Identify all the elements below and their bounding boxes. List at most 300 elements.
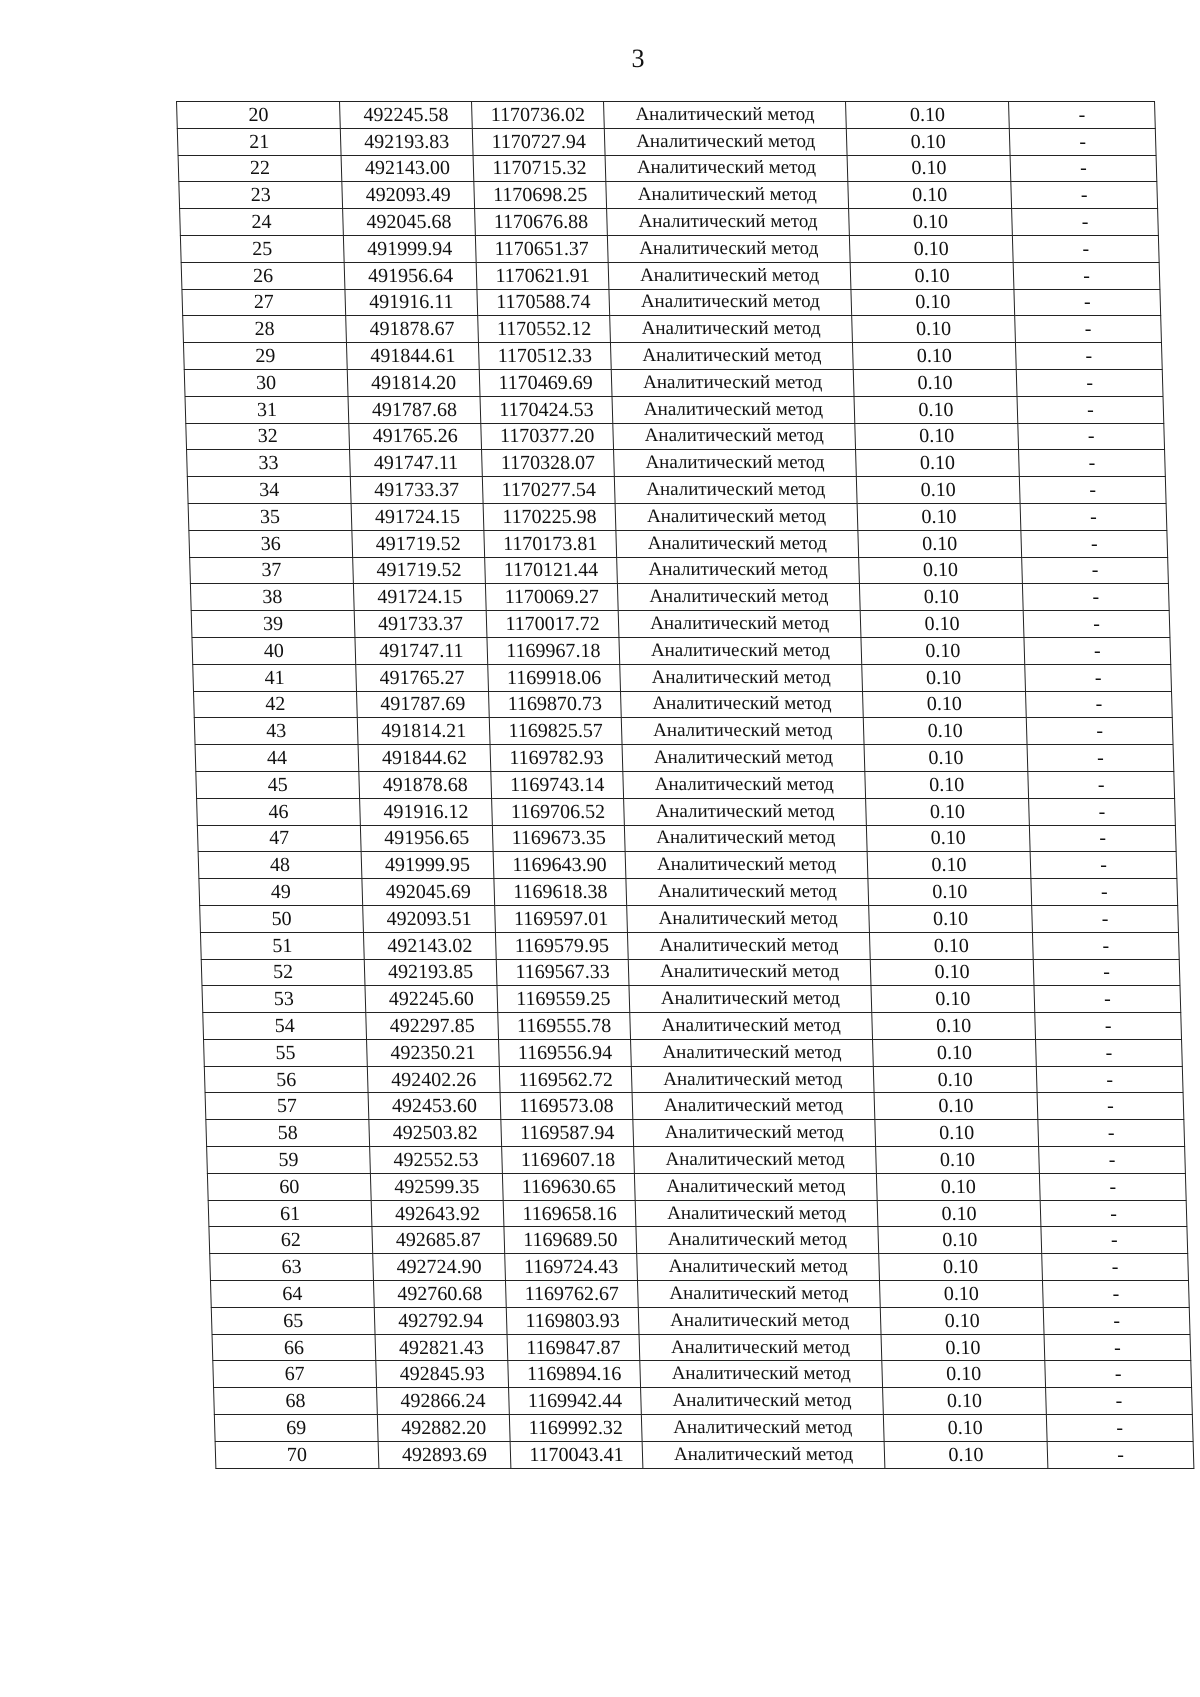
- x-coordinate-cell: 491765.26: [349, 423, 482, 450]
- point-number-cell: 38: [190, 584, 354, 611]
- point-number-cell: 52: [201, 959, 365, 986]
- x-coordinate-cell: 492245.58: [340, 102, 473, 129]
- y-coordinate-cell: 1170698.25: [474, 182, 607, 209]
- accuracy-cell: 0.10: [880, 1307, 1044, 1334]
- y-coordinate-cell: 1169894.16: [508, 1361, 641, 1388]
- description-cell: -: [1018, 423, 1165, 450]
- table-row: [193, 691, 1172, 718]
- y-coordinate-cell: 1169706.52: [492, 798, 625, 825]
- table-row: [215, 1441, 1194, 1468]
- point-number-cell: 43: [194, 718, 358, 745]
- table-row: [192, 637, 1171, 664]
- method-cell: Аналитический метод: [619, 637, 862, 664]
- method-cell: Аналитический метод: [639, 1334, 882, 1361]
- table-row: [180, 235, 1159, 262]
- x-coordinate-cell: 491814.20: [347, 369, 480, 396]
- x-coordinate-cell: 492760.68: [373, 1281, 506, 1308]
- accuracy-cell: 0.10: [881, 1334, 1045, 1361]
- method-cell: Аналитический метод: [608, 262, 851, 289]
- point-number-cell: 29: [183, 343, 347, 370]
- x-coordinate-cell: 492297.85: [366, 1013, 499, 1040]
- x-coordinate-cell: 491956.65: [360, 825, 493, 852]
- accuracy-cell: 0.10: [879, 1281, 1043, 1308]
- y-coordinate-cell: 1169762.67: [505, 1281, 638, 1308]
- description-cell: -: [1036, 1039, 1183, 1066]
- y-coordinate-cell: 1170469.69: [479, 369, 612, 396]
- point-number-cell: 63: [210, 1254, 374, 1281]
- x-coordinate-cell: 491733.37: [354, 611, 487, 638]
- y-coordinate-cell: 1169643.90: [493, 852, 626, 879]
- accuracy-cell: 0.10: [872, 1013, 1036, 1040]
- y-coordinate-cell: 1170069.27: [485, 584, 618, 611]
- method-cell: Аналитический метод: [611, 369, 854, 396]
- method-cell: Аналитический метод: [624, 798, 867, 825]
- method-cell: Аналитический метод: [635, 1200, 878, 1227]
- method-cell: Аналитический метод: [606, 182, 849, 209]
- table-row: [202, 986, 1181, 1013]
- method-cell: Аналитический метод: [628, 959, 871, 986]
- point-number-cell: 23: [179, 182, 343, 209]
- x-coordinate-cell: 491916.12: [360, 798, 493, 825]
- accuracy-cell: 0.10: [849, 209, 1013, 236]
- method-cell: Аналитический метод: [633, 1120, 876, 1147]
- y-coordinate-cell: 1170328.07: [482, 450, 615, 477]
- point-number-cell: 69: [214, 1415, 378, 1442]
- table-row: [214, 1415, 1193, 1442]
- x-coordinate-cell: 491747.11: [355, 637, 488, 664]
- point-number-cell: 40: [192, 637, 356, 664]
- table-row: [207, 1147, 1186, 1174]
- method-cell: Аналитический метод: [607, 209, 850, 236]
- x-coordinate-cell: 492552.53: [370, 1147, 503, 1174]
- point-number-cell: 64: [210, 1281, 374, 1308]
- point-number-cell: 39: [191, 611, 355, 638]
- point-number-cell: 30: [184, 369, 348, 396]
- point-number-cell: 27: [182, 289, 346, 316]
- y-coordinate-cell: 1170736.02: [472, 102, 605, 129]
- x-coordinate-cell: 492503.82: [369, 1120, 502, 1147]
- accuracy-cell: 0.10: [864, 745, 1028, 772]
- point-number-cell: 59: [207, 1147, 371, 1174]
- accuracy-cell: 0.10: [859, 557, 1023, 584]
- accuracy-cell: 0.10: [869, 905, 1033, 932]
- y-coordinate-cell: 1170173.81: [484, 530, 617, 557]
- description-cell: -: [1039, 1173, 1186, 1200]
- table-row: [183, 343, 1162, 370]
- table-row: [213, 1361, 1192, 1388]
- point-number-cell: 61: [208, 1200, 372, 1227]
- accuracy-cell: 0.10: [848, 182, 1012, 209]
- point-number-cell: 46: [197, 798, 361, 825]
- table-row: [214, 1388, 1193, 1415]
- y-coordinate-cell: 1169918.06: [488, 664, 621, 691]
- x-coordinate-cell: 491999.94: [343, 235, 476, 262]
- method-cell: Аналитический метод: [641, 1388, 884, 1415]
- accuracy-cell: 0.10: [866, 825, 1030, 852]
- x-coordinate-cell: 492599.35: [370, 1173, 503, 1200]
- point-number-cell: 54: [203, 1013, 367, 1040]
- y-coordinate-cell: 1170424.53: [480, 396, 613, 423]
- accuracy-cell: 0.10: [861, 637, 1025, 664]
- x-coordinate-cell: 491733.37: [350, 477, 483, 504]
- point-number-cell: 45: [196, 771, 360, 798]
- accuracy-cell: 0.10: [852, 316, 1016, 343]
- description-cell: -: [1012, 235, 1159, 262]
- accuracy-cell: 0.10: [876, 1173, 1040, 1200]
- y-coordinate-cell: 1169597.01: [495, 905, 628, 932]
- accuracy-cell: 0.10: [879, 1254, 1043, 1281]
- x-coordinate-cell: 491878.68: [359, 771, 492, 798]
- table-row: [203, 1013, 1182, 1040]
- y-coordinate-cell: 1170512.33: [478, 343, 611, 370]
- point-number-cell: 21: [177, 128, 341, 155]
- point-number-cell: 20: [177, 102, 341, 129]
- x-coordinate-cell: 492845.93: [376, 1361, 509, 1388]
- x-coordinate-cell: 492821.43: [375, 1334, 508, 1361]
- y-coordinate-cell: 1169618.38: [494, 879, 627, 906]
- y-coordinate-cell: 1169658.16: [503, 1200, 636, 1227]
- accuracy-cell: 0.10: [867, 852, 1031, 879]
- y-coordinate-cell: 1169967.18: [487, 637, 620, 664]
- method-cell: Аналитический метод: [617, 584, 860, 611]
- method-cell: Аналитический метод: [637, 1254, 880, 1281]
- description-cell: -: [1025, 691, 1172, 718]
- x-coordinate-cell: 491999.95: [361, 852, 494, 879]
- y-coordinate-cell: 1169562.72: [499, 1066, 632, 1093]
- x-coordinate-cell: 492453.60: [368, 1093, 501, 1120]
- accuracy-cell: 0.10: [873, 1066, 1037, 1093]
- description-cell: -: [1009, 128, 1156, 155]
- method-cell: Аналитический метод: [613, 423, 856, 450]
- description-cell: -: [1042, 1281, 1189, 1308]
- point-number-cell: 60: [207, 1173, 371, 1200]
- table-row: [211, 1307, 1190, 1334]
- description-cell: -: [1040, 1200, 1187, 1227]
- description-cell: -: [1026, 718, 1173, 745]
- point-number-cell: 41: [193, 664, 357, 691]
- description-cell: -: [1044, 1334, 1191, 1361]
- method-cell: Аналитический метод: [615, 503, 858, 530]
- point-number-cell: 22: [178, 155, 342, 182]
- x-coordinate-cell: 491787.69: [356, 691, 489, 718]
- table-row: [201, 959, 1180, 986]
- description-cell: -: [1012, 209, 1159, 236]
- method-cell: Аналитический метод: [610, 343, 853, 370]
- table-row: [200, 932, 1179, 959]
- method-cell: Аналитический метод: [612, 396, 855, 423]
- point-number-cell: 66: [212, 1334, 376, 1361]
- y-coordinate-cell: 1170621.91: [476, 262, 609, 289]
- description-cell: -: [1041, 1227, 1188, 1254]
- coordinates-table: [176, 101, 1194, 1469]
- method-cell: Аналитический метод: [630, 1013, 873, 1040]
- description-cell: -: [1045, 1361, 1192, 1388]
- table-row: [187, 450, 1166, 477]
- description-cell: -: [1019, 450, 1166, 477]
- table-row: [188, 503, 1167, 530]
- table-row: [198, 852, 1177, 879]
- description-cell: -: [1039, 1147, 1186, 1174]
- y-coordinate-cell: 1169587.94: [501, 1120, 634, 1147]
- table-row: [183, 316, 1162, 343]
- accuracy-cell: 0.10: [878, 1227, 1042, 1254]
- method-cell: Аналитический метод: [607, 235, 850, 262]
- method-cell: Аналитический метод: [638, 1307, 881, 1334]
- description-cell: -: [1036, 1066, 1183, 1093]
- table-row: [210, 1281, 1189, 1308]
- y-coordinate-cell: 1169607.18: [502, 1147, 635, 1174]
- point-number-cell: 55: [204, 1039, 368, 1066]
- table-row: [212, 1334, 1191, 1361]
- method-cell: Аналитический метод: [634, 1147, 877, 1174]
- point-number-cell: 47: [197, 825, 361, 852]
- x-coordinate-cell: 492893.69: [378, 1441, 511, 1468]
- point-number-cell: 26: [181, 262, 345, 289]
- accuracy-cell: 0.10: [856, 450, 1020, 477]
- x-coordinate-cell: 492643.92: [371, 1200, 504, 1227]
- y-coordinate-cell: 1169870.73: [488, 691, 621, 718]
- x-coordinate-cell: 492193.85: [364, 959, 497, 986]
- accuracy-cell: 0.10: [851, 289, 1015, 316]
- x-coordinate-cell: 492724.90: [373, 1254, 506, 1281]
- description-cell: -: [1043, 1307, 1190, 1334]
- y-coordinate-cell: 1170727.94: [472, 128, 605, 155]
- accuracy-cell: 0.10: [862, 664, 1026, 691]
- table-row: [193, 664, 1172, 691]
- description-cell: -: [1015, 316, 1162, 343]
- method-cell: Аналитический метод: [620, 691, 863, 718]
- point-number-cell: 50: [200, 905, 364, 932]
- accuracy-cell: 0.10: [874, 1093, 1038, 1120]
- page-number: 3: [631, 44, 645, 73]
- x-coordinate-cell: 491878.67: [346, 316, 479, 343]
- point-number-cell: 44: [195, 745, 359, 772]
- x-coordinate-cell: 492093.51: [363, 905, 496, 932]
- point-number-cell: 28: [183, 316, 347, 343]
- x-coordinate-cell: 491719.52: [352, 530, 485, 557]
- table-row: [207, 1173, 1186, 1200]
- accuracy-cell: 0.10: [849, 235, 1013, 262]
- method-cell: Аналитический метод: [622, 745, 865, 772]
- y-coordinate-cell: 1170121.44: [485, 557, 618, 584]
- method-cell: Аналитический метод: [604, 102, 847, 129]
- table-row: [195, 745, 1174, 772]
- point-number-cell: 48: [198, 852, 362, 879]
- point-number-cell: 37: [190, 557, 354, 584]
- description-cell: -: [1032, 932, 1179, 959]
- accuracy-cell: 0.10: [883, 1388, 1047, 1415]
- accuracy-cell: 0.10: [862, 691, 1026, 718]
- method-cell: Аналитический метод: [632, 1093, 875, 1120]
- y-coordinate-cell: 1169556.94: [499, 1039, 632, 1066]
- description-cell: -: [1035, 1013, 1182, 1040]
- method-cell: Аналитический метод: [623, 771, 866, 798]
- description-cell: -: [1014, 289, 1161, 316]
- x-coordinate-cell: 492045.69: [362, 879, 495, 906]
- method-cell: Аналитический метод: [624, 825, 867, 852]
- x-coordinate-cell: 492685.87: [372, 1227, 505, 1254]
- accuracy-cell: 0.10: [859, 584, 1023, 611]
- description-cell: -: [1023, 611, 1170, 638]
- table-row: [191, 611, 1170, 638]
- point-number-cell: 68: [214, 1388, 378, 1415]
- description-cell: -: [1015, 343, 1162, 370]
- description-cell: -: [1037, 1093, 1184, 1120]
- accuracy-cell: 0.10: [870, 959, 1034, 986]
- coordinates-table-body: [177, 102, 1194, 1469]
- method-cell: Аналитический метод: [620, 664, 863, 691]
- table-row: [206, 1120, 1185, 1147]
- method-cell: Аналитический метод: [629, 986, 872, 1013]
- point-number-cell: 42: [193, 691, 357, 718]
- x-coordinate-cell: 492143.02: [363, 932, 496, 959]
- description-cell: -: [1020, 503, 1167, 530]
- x-coordinate-cell: 492045.68: [343, 209, 476, 236]
- method-cell: Аналитический метод: [617, 557, 860, 584]
- point-number-cell: 57: [205, 1093, 369, 1120]
- table-row: [205, 1093, 1184, 1120]
- accuracy-cell: 0.10: [865, 771, 1029, 798]
- description-cell: -: [1034, 986, 1181, 1013]
- y-coordinate-cell: 1170277.54: [482, 477, 615, 504]
- description-cell: -: [1038, 1120, 1185, 1147]
- point-number-cell: 25: [180, 235, 344, 262]
- x-coordinate-cell: 491765.27: [356, 664, 489, 691]
- accuracy-cell: 0.10: [853, 369, 1017, 396]
- y-coordinate-cell: 1169992.32: [509, 1415, 642, 1442]
- description-cell: -: [1016, 369, 1163, 396]
- accuracy-cell: 0.10: [857, 503, 1021, 530]
- y-coordinate-cell: 1169573.08: [500, 1093, 633, 1120]
- y-coordinate-cell: 1170552.12: [478, 316, 611, 343]
- point-number-cell: 36: [189, 530, 353, 557]
- y-coordinate-cell: 1169567.33: [496, 959, 629, 986]
- point-number-cell: 33: [187, 450, 351, 477]
- y-coordinate-cell: 1170651.37: [475, 235, 608, 262]
- description-cell: -: [1019, 477, 1166, 504]
- x-coordinate-cell: 491844.62: [358, 745, 491, 772]
- accuracy-cell: 0.10: [863, 718, 1027, 745]
- x-coordinate-cell: 492350.21: [367, 1039, 500, 1066]
- point-number-cell: 34: [187, 477, 351, 504]
- description-cell: -: [1011, 182, 1158, 209]
- accuracy-cell: 0.10: [850, 262, 1014, 289]
- description-cell: -: [1010, 155, 1157, 182]
- description-cell: -: [1021, 530, 1168, 557]
- table-row: [181, 262, 1160, 289]
- accuracy-cell: 0.10: [876, 1147, 1040, 1174]
- method-cell: Аналитический метод: [631, 1066, 874, 1093]
- table-row: [190, 557, 1169, 584]
- method-cell: Аналитический метод: [610, 316, 853, 343]
- point-number-cell: 51: [200, 932, 364, 959]
- y-coordinate-cell: 1170377.20: [481, 423, 614, 450]
- x-coordinate-cell: 491719.52: [353, 557, 486, 584]
- y-coordinate-cell: 1170043.41: [510, 1441, 643, 1468]
- method-cell: Аналитический метод: [605, 155, 848, 182]
- x-coordinate-cell: 491787.68: [348, 396, 481, 423]
- y-coordinate-cell: 1169847.87: [507, 1334, 640, 1361]
- accuracy-cell: 0.10: [877, 1200, 1041, 1227]
- table-row: [209, 1227, 1188, 1254]
- description-cell: -: [1009, 102, 1156, 129]
- y-coordinate-cell: 1170676.88: [475, 209, 608, 236]
- x-coordinate-cell: 491724.15: [353, 584, 486, 611]
- accuracy-cell: 0.10: [855, 423, 1019, 450]
- table-row: [178, 155, 1157, 182]
- accuracy-cell: 0.10: [846, 128, 1010, 155]
- x-coordinate-cell: 492402.26: [367, 1066, 500, 1093]
- y-coordinate-cell: 1170715.32: [473, 155, 606, 182]
- table-row: [197, 825, 1176, 852]
- method-cell: Аналитический метод: [616, 530, 859, 557]
- description-cell: -: [1028, 771, 1175, 798]
- accuracy-cell: 0.10: [882, 1361, 1046, 1388]
- description-cell: -: [1032, 905, 1179, 932]
- x-coordinate-cell: 491916.11: [345, 289, 478, 316]
- accuracy-cell: 0.10: [873, 1039, 1037, 1066]
- y-coordinate-cell: 1169559.25: [497, 986, 630, 1013]
- description-cell: -: [1029, 825, 1176, 852]
- table-row: [204, 1066, 1183, 1093]
- point-number-cell: 32: [186, 423, 350, 450]
- accuracy-cell: 0.10: [883, 1415, 1047, 1442]
- method-cell: Аналитический метод: [631, 1039, 874, 1066]
- y-coordinate-cell: 1169689.50: [504, 1227, 637, 1254]
- point-number-cell: 67: [213, 1361, 377, 1388]
- method-cell: Аналитический метод: [627, 932, 870, 959]
- description-cell: -: [1022, 557, 1169, 584]
- table-row: [186, 423, 1165, 450]
- method-cell: Аналитический метод: [641, 1415, 884, 1442]
- method-cell: Аналитический метод: [626, 879, 869, 906]
- method-cell: Аналитический метод: [604, 128, 847, 155]
- point-number-cell: 70: [215, 1441, 379, 1468]
- accuracy-cell: 0.10: [847, 155, 1011, 182]
- description-cell: -: [1017, 396, 1164, 423]
- x-coordinate-cell: 491747.11: [350, 450, 483, 477]
- point-number-cell: 56: [204, 1066, 368, 1093]
- point-number-cell: 31: [185, 396, 349, 423]
- y-coordinate-cell: 1169579.95: [495, 932, 628, 959]
- point-number-cell: 62: [209, 1227, 373, 1254]
- accuracy-cell: 0.10: [852, 343, 1016, 370]
- table-row: [177, 102, 1156, 129]
- point-number-cell: 65: [211, 1307, 375, 1334]
- method-cell: Аналитический метод: [642, 1441, 885, 1468]
- table-row: [204, 1039, 1183, 1066]
- y-coordinate-cell: 1169724.43: [505, 1254, 638, 1281]
- x-coordinate-cell: 492866.24: [377, 1388, 510, 1415]
- table-row: [177, 128, 1156, 155]
- method-cell: Аналитический метод: [627, 905, 870, 932]
- description-cell: -: [1013, 262, 1160, 289]
- y-coordinate-cell: 1169630.65: [502, 1173, 635, 1200]
- y-coordinate-cell: 1169782.93: [490, 745, 623, 772]
- y-coordinate-cell: 1170017.72: [486, 611, 619, 638]
- table-row: [200, 905, 1179, 932]
- method-cell: Аналитический метод: [636, 1227, 879, 1254]
- accuracy-cell: 0.10: [868, 879, 1032, 906]
- x-coordinate-cell: 492193.83: [340, 128, 473, 155]
- accuracy-cell: 0.10: [884, 1441, 1048, 1468]
- table-row: [197, 798, 1176, 825]
- table-row: [182, 289, 1161, 316]
- description-cell: -: [1042, 1254, 1189, 1281]
- y-coordinate-cell: 1170225.98: [483, 503, 616, 530]
- description-cell: -: [1024, 637, 1171, 664]
- description-cell: -: [1027, 745, 1174, 772]
